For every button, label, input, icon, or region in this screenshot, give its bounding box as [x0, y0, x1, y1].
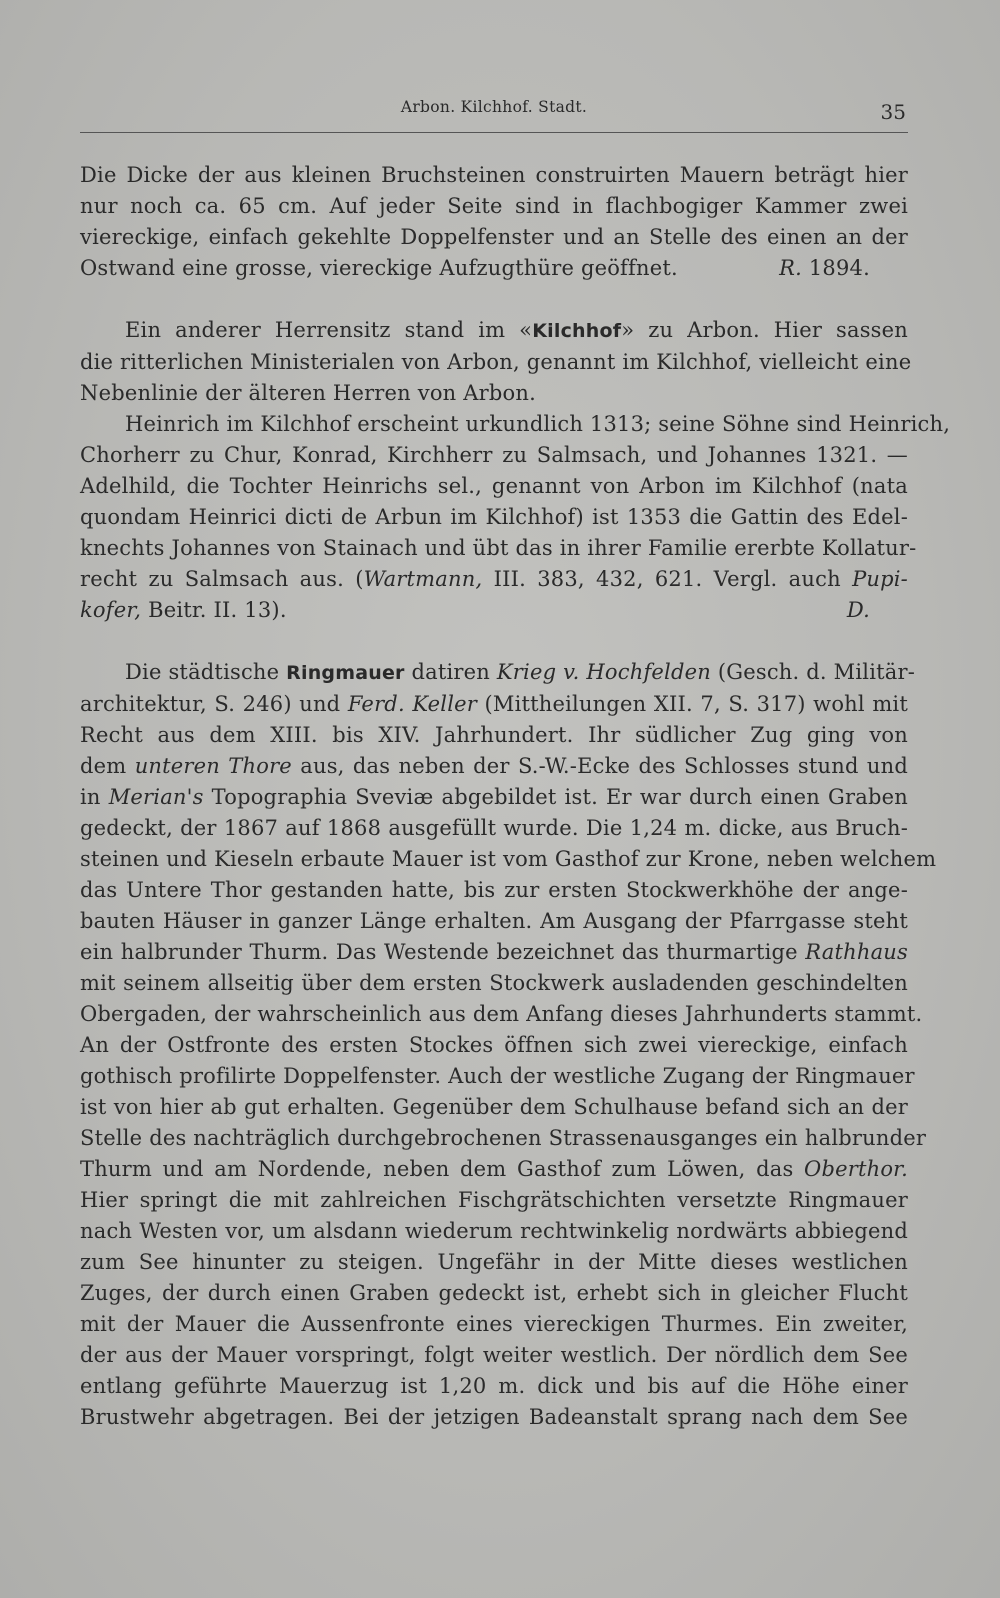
text-fragment: Ostwand eine grosse, viereckige Aufzugthüre geöffnet. [80, 256, 678, 280]
author-signature: D. [846, 598, 870, 622]
text-line: Zuges, der durch einen Graben gedeckt ist, erhebt sich in gleicher Flucht [80, 1281, 908, 1305]
text-line: Obergaden, der wahrscheinlich aus dem Anfang dieses Jahrhunderts stammt. [80, 1002, 923, 1026]
text-line: An der Ostfronte des ersten Stockes öffnen sich zwei viereckige, einfach [80, 1033, 908, 1057]
paragraph-4 [80, 657, 937, 1433]
text-line: ist von hier ab gut erhalten. Gegenüber dem Schulhause befand sich an der [80, 1095, 908, 1119]
signature-block [779, 253, 870, 284]
text-fragment: Topographia Sveviæ abgebildet ist. Er war durch einen Graben [203, 785, 908, 809]
text-line: viereckige, einfach gekehlte Doppelfenster und an Stelle des einen an der [80, 225, 908, 249]
text-line [80, 315, 908, 347]
text-fragment: aus, das neben der S.-W.-Ecke des Schlosses stund und [291, 754, 908, 778]
text-line [80, 595, 908, 626]
body-text [80, 160, 951, 1433]
text-fragment: (Gesch. d. Militär- [710, 660, 916, 684]
text-line: nach Westen vor, um alsdann wiederum rechtwinkelig nordwärts abbiegend [80, 1219, 908, 1243]
text-line: Heinrich im Kilchhof erscheint urkundlich 1313; seine Söhne sind Heinrich, [125, 412, 951, 436]
text-fragment: III. 383, 432, 621. Vergl. auch [482, 567, 853, 591]
text-line: Adelhild, die Tochter Heinrichs sel., genannt von Arbon im Kilchhof (nata [80, 474, 908, 498]
text-line [80, 937, 908, 968]
text-fragment: dem [80, 754, 135, 778]
text-fragment: in [80, 785, 109, 809]
text-fragment: recht zu Salmsach aus. ( [80, 567, 364, 591]
text-line [80, 564, 908, 595]
emphasis: Oberthor. [804, 1157, 908, 1181]
text-line: zum See hinunter zu steigen. Ungefähr in der Mitte dieses westlichen [80, 1250, 908, 1274]
running-title: Arbon. Kilchhof. Stadt. [400, 98, 588, 116]
citation-author: Pupi- [852, 567, 908, 591]
text-line [80, 253, 908, 284]
text-fragment: datiren [404, 660, 497, 684]
text-line [80, 782, 908, 813]
signature-year: 1894. [808, 256, 870, 280]
text-line [80, 1154, 908, 1185]
author-signature: R. [779, 256, 802, 280]
citation-author: Krieg v. Hochfelden [496, 660, 711, 684]
paragraph-3 [80, 409, 951, 626]
text-fragment: ein halbrunder Thurm. Das Westende bezeichnet das thurmartige [80, 940, 806, 964]
text-line: bauten Häuser in ganzer Länge erhalten. Am Ausgang der Pfarrgasse steht [80, 909, 908, 933]
text-line: Brustwehr abgetragen. Bei der jetzigen Badeanstalt sprang nach dem See [80, 1405, 908, 1429]
text-line: mit seinem allseitig über dem ersten Stockwerk ausladenden geschindelten [80, 971, 908, 995]
text-line: gothisch profilirte Doppelfenster. Auch der westliche Zugang der Ringmauer [80, 1064, 915, 1088]
text-line: steinen und Kieseln erbaute Mauer ist vom Gasthof zur Krone, neben welchem [80, 847, 937, 871]
keyword-ringmauer: Ringmauer [286, 662, 405, 684]
text-fragment: Ein anderer Herrensitz stand im « [125, 318, 533, 342]
text-line [80, 657, 916, 689]
text-fragment: architektur, S. 246) und [80, 692, 348, 716]
text-line: entlang geführte Mauerzug ist 1,20 m. dick und bis auf die Höhe einer [80, 1374, 908, 1398]
text-line: Stelle des nachträglich durchgebrochenen Strassenausganges ein halbrunder [80, 1126, 927, 1150]
citation-author: kofer, [80, 598, 142, 622]
text-line: nur noch ca. 65 cm. Auf jeder Seite sind in flachbogiger Kammer zwei [80, 194, 908, 218]
emphasis: Rathhaus [805, 940, 908, 964]
text-line: der aus der Mauer vorspringt, folgt weiter westlich. Der nördlich dem See [80, 1343, 908, 1367]
page-number: 35 [880, 100, 906, 124]
emphasis: unteren Thore [134, 754, 292, 778]
text-fragment: » zu Arbon. Hier sassen [621, 318, 908, 342]
text-fragment: Thurm und am Nordende, neben dem Gasthof zum Löwen, das [80, 1157, 805, 1181]
text-line: mit der Mauer die Aussenfronte eines viereckigen Thurmes. Ein zweiter, [80, 1312, 908, 1336]
citation-author: Ferd. Keller [347, 692, 477, 716]
text-line: Hier springt die mit zahlreichen Fischgrätschichten versetzte Ringmauer [80, 1188, 908, 1212]
text-line: Chorherr zu Chur, Konrad, Kirchherr zu Salmsach, und Johannes 1321. — [80, 443, 908, 467]
text-line: die ritterlichen Ministerialen von Arbon, genannt im Kilchhof, vielleicht eine [80, 350, 912, 374]
page-header [80, 92, 908, 133]
paragraph-2 [80, 315, 912, 409]
citation-author: Merian's [108, 785, 204, 809]
text-line: Die Dicke der aus kleinen Bruchsteinen construirten Mauern beträgt hier [80, 163, 908, 187]
text-line: Nebenlinie der älteren Herren von Arbon. [80, 381, 536, 405]
citation-author: Wartmann, [363, 567, 483, 591]
text-line: quondam Heinrici dicti de Arbun im Kilchhof) ist 1353 die Gattin des Edel- [80, 505, 908, 529]
text-line: das Untere Thor gestanden hatte, bis zur ersten Stockwerkhöhe der ange- [80, 878, 908, 902]
keyword-kilchhof: Kilchhof [532, 320, 622, 342]
text-fragment: Beitr. II. 13). [141, 598, 287, 622]
text-fragment: Die städtische [125, 660, 287, 684]
text-line: knechts Johannes von Stainach und übt das in ihrer Familie ererbte Kollatur- [80, 536, 917, 560]
text-fragment [80, 595, 287, 626]
text-line [80, 689, 908, 720]
text-fragment: (Mittheilungen XII. 7, S. 317) wohl mit [476, 692, 908, 716]
text-line: Recht aus dem XIII. bis XIV. Jahrhundert. Ihr südlicher Zug ging von [80, 723, 908, 747]
paragraph-1 [80, 160, 908, 284]
text-line: gedeckt, der 1867 auf 1868 ausgefüllt wurde. Die 1,24 m. dicke, aus Bruch- [80, 816, 908, 840]
text-line [80, 751, 908, 782]
